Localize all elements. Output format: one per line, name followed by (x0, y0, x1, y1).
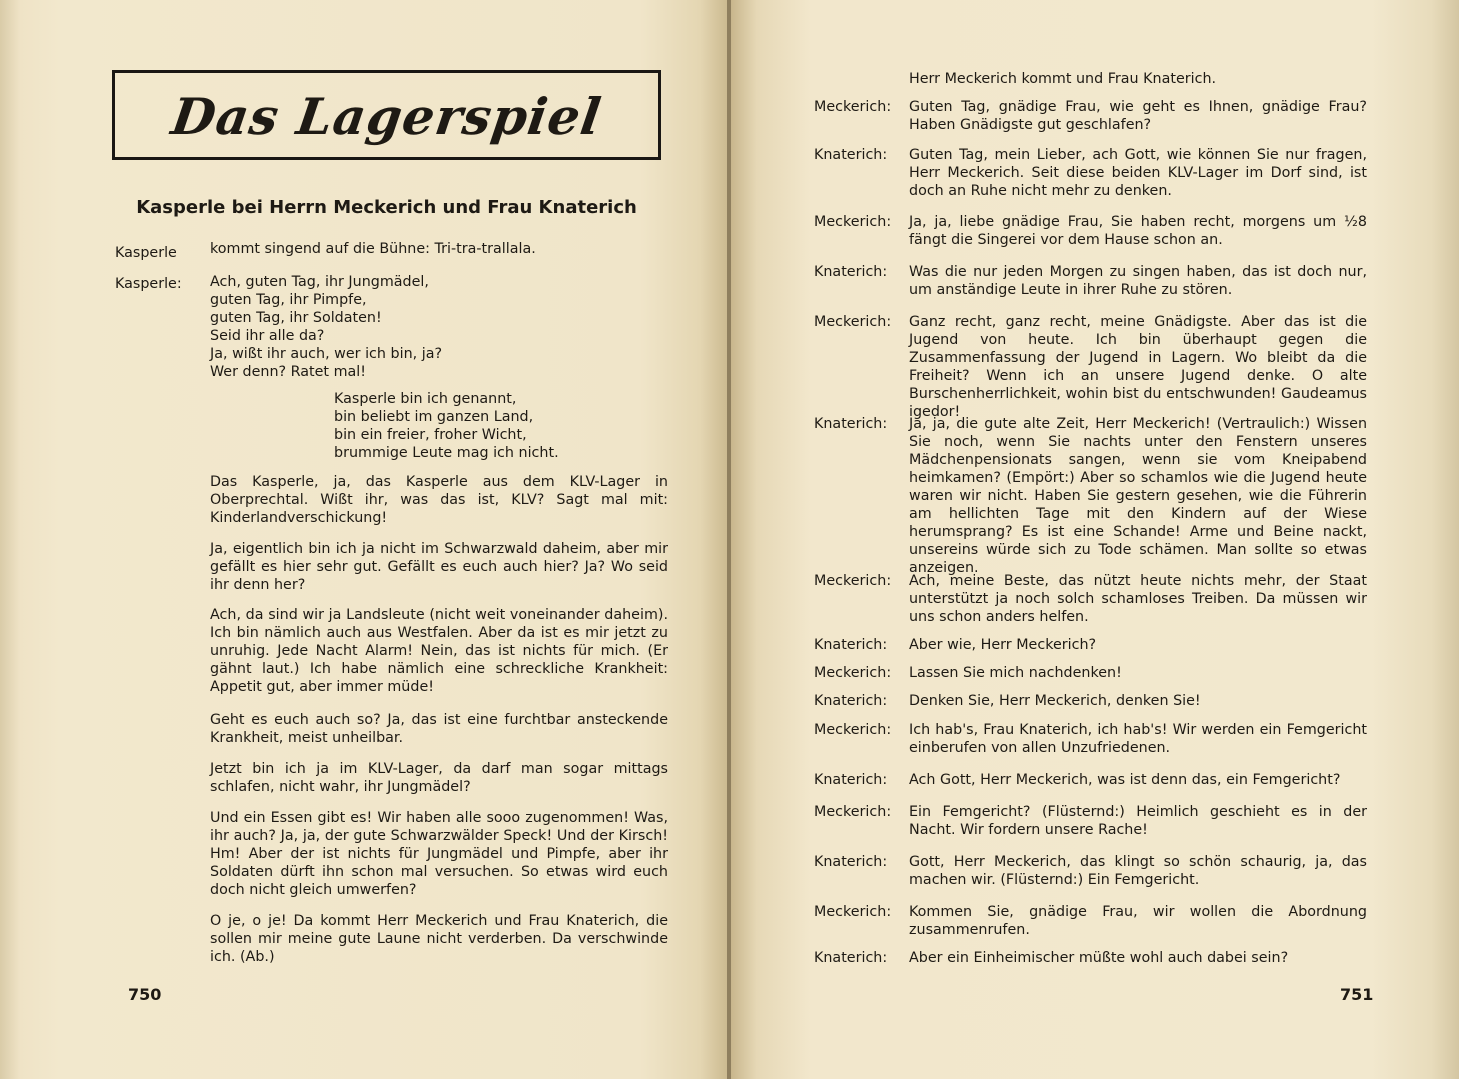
speaker-label: Meckerich: (814, 214, 892, 230)
dialogue-text: Ach Gott, Herr Meckerich, was ist denn das, ein Femgericht? (909, 772, 1341, 788)
greeting-line: Ach, guten Tag, ihr Jungmädel, (210, 274, 429, 290)
speaker-label: Meckerich: (814, 904, 892, 920)
dialogue-text: Aber ein Einheimischer müßte wohl auch dabei sein? (909, 950, 1289, 966)
paragraph: Jetzt bin ich ja im KLV-Lager, da darf man sogar mittags schlafen, nicht wahr, ihr Jungmädel? (210, 761, 668, 795)
dialogue-text: Ach, meine Beste, das nützt heute nichts mehr, der Staat unterstützt ja noch solch schamloses Treiben. Da müssen wir uns schon anders helfen. (909, 573, 1367, 625)
dialogue-text: Ganz recht, ganz recht, meine Gnädigste. Aber das ist die Jugend von heute. Ich bin überhaupt gegen die Zusammenfassung der Jugend in Lagern. Wo bleibt da die Freiheit? Wenn ich an unsere Jugend denke. O alte Burschenherrlichkeit, wohin bist du entschwunden! Gaudeamus igedor! (909, 314, 1367, 420)
paragraph: O je, o je! Da kommt Herr Meckerich und Frau Knaterich, die sollen mir meine gute Laune nicht verderben. Da verschwinde ich. (Ab.) (210, 913, 668, 965)
verse-line: bin ein freier, froher Wicht, (334, 427, 527, 443)
page-number: 751 (1340, 985, 1374, 1004)
verse-line: brummige Leute mag ich nicht. (334, 445, 559, 461)
greeting-line: guten Tag, ihr Pimpfe, (210, 292, 367, 308)
speaker-label: Meckerich: (814, 804, 892, 820)
speaker-label: Meckerich: (814, 722, 892, 738)
stage-direction: kommt singend auf die Bühne: Tri-tra-trallala. (210, 241, 536, 257)
greeting-line: guten Tag, ihr Soldaten! (210, 310, 382, 326)
speaker-label: Knaterich: (814, 693, 888, 709)
speaker-label: Meckerich: (814, 665, 892, 681)
dialogue-text: Ja, ja, die gute alte Zeit, Herr Meckerich! (Vertraulich:) Wissen Sie noch, wenn Sie nachts unter den Fenstern unseres Mädchenpensionats sangen, wenn sie vom Kneipabend heimkamen? (Empört:) Aber so schamlos wie die Jugend heute waren wir nicht. Haben Sie gestern gesehen, wie die Führerin am hellichten Tage mit den Kindern auf der Wiese herumsprang? Es ist eine Schande! Arme und Beine nackt, unsereins würde sich zu Tode schämen. Man sollte so etwas anzeigen. (909, 416, 1367, 576)
left-page (0, 0, 728, 1079)
dialogue-text: Was die nur jeden Morgen zu singen haben, das ist doch nur, um anständige Leute in ihrer Ruhe zu stören. (909, 264, 1367, 298)
dialogue-text: Guten Tag, mein Lieber, ach Gott, wie können Sie nur fragen, Herr Meckerich. Seit diese beiden KLV-Lager im Dorf sind, ist doch an Ruhe nicht mehr zu denken. (909, 147, 1367, 199)
dialogue-text: Guten Tag, gnädige Frau, wie geht es Ihnen, gnädige Frau? Haben Gnädigste gut geschlafen? (909, 99, 1367, 133)
page-title: Das Lagerspiel (167, 87, 606, 146)
dialogue-text: Lassen Sie mich nachdenken! (909, 665, 1122, 681)
dialogue-text: Denken Sie, Herr Meckerich, denken Sie! (909, 693, 1201, 709)
speaker-label: Meckerich: (814, 573, 892, 589)
verse-line: bin beliebt im ganzen Land, (334, 409, 534, 425)
scene-subtitle: Kasperle bei Herrn Meckerich und Frau Knaterich (136, 197, 637, 218)
speaker-label: Meckerich: (814, 314, 892, 330)
greeting-line: Ja, wißt ihr auch, wer ich bin, ja? (210, 346, 443, 362)
paragraph: Ach, da sind wir ja Landsleute (nicht weit voneinander daheim). Ich bin nämlich auch aus Westfalen. Aber da ist es mir jetzt zu unruhig. Jede Nacht Alarm! Nein, das ist nichts für mich. (Er gähnt laut.) Ich habe nämlich eine schreckliche Krankheit: Appetit gut, aber immer müde! (210, 607, 668, 695)
paragraph: Das Kasperle, ja, das Kasperle aus dem KLV-Lager in Oberprechtal. Wißt ihr, was das ist, KLV? Sagt mal mit: Kinderlandverschickung! (210, 474, 668, 526)
speaker-label: Kasperle: (115, 276, 182, 292)
speaker-label: Knaterich: (814, 772, 888, 788)
dialogue-text: Ich hab's, Frau Knaterich, ich hab's! Wir werden ein Femgericht einberufen von allen Unzufriedenen. (909, 722, 1367, 756)
speaker-label: Knaterich: (814, 264, 888, 280)
greeting-line: Seid ihr alle da? (210, 328, 325, 344)
speaker-label: Knaterich: (814, 416, 888, 432)
speaker-label: Knaterich: (814, 854, 888, 870)
greeting-line: Wer denn? Ratet mal! (210, 364, 366, 380)
verse-line: Kasperle bin ich genannt, (334, 391, 517, 407)
paragraph: Geht es euch auch so? Ja, das ist eine furchtbar ansteckende Krankheit, meist unheilbar. (210, 712, 668, 746)
stage-direction-text: Herr Meckerich kommt und Frau Knaterich. (909, 71, 1217, 87)
dialogue-text: Kommen Sie, gnädige Frau, wir wollen die Abordnung zusammenrufen. (909, 904, 1367, 938)
speaker-label: Meckerich: (814, 99, 892, 115)
speaker-label: Knaterich: (814, 950, 888, 966)
speaker-label: Knaterich: (814, 637, 888, 653)
paragraph: Und ein Essen gibt es! Wir haben alle sooo zugenommen! Was, ihr auch? Ja, ja, der gute Schwarzwälder Speck! Und der Kirsch! Hm! Aber der ist nichts für Jungmädel und Pimpfe, aber ihr Soldaten dürft ihn schon mal versuchen. So etwas wird euch doch nicht gleich umwerfen? (210, 810, 668, 898)
title-frame (112, 70, 661, 160)
speaker-label: Kasperle (115, 245, 177, 261)
dialogue-text: Gott, Herr Meckerich, das klingt so schön schaurig, ja, das machen wir. (Flüsternd:) Ein Femgericht. (909, 854, 1367, 888)
paragraph: Ja, eigentlich bin ich ja nicht im Schwarzwald daheim, aber mir gefällt es hier sehr gut. Gefällt es euch auch hier? Ja? Wo seid ihr denn her? (210, 541, 668, 593)
dialogue-text: Ja, ja, liebe gnädige Frau, Sie haben recht, morgens um ½8 fängt die Singerei vor dem Hause schon an. (909, 214, 1367, 248)
dialogue-text: Aber wie, Herr Meckerich? (909, 637, 1097, 653)
right-page (731, 0, 1459, 1079)
speaker-label: Knaterich: (814, 147, 888, 163)
page-number: 750 (128, 985, 162, 1004)
dialogue-text: Ein Femgericht? (Flüsternd:) Heimlich geschieht es in der Nacht. Wir fordern unsere Rache! (909, 804, 1367, 838)
